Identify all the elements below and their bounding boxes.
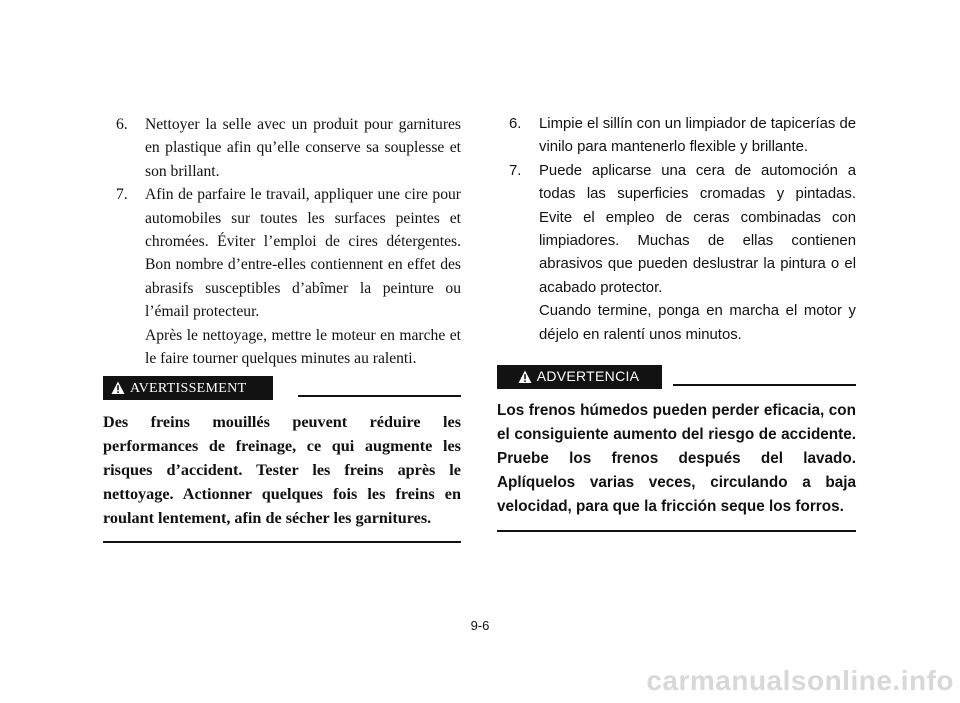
list-item-6 [497, 113, 856, 160]
warning-end-rule [103, 541, 461, 543]
page-number: 9-6 [470, 618, 490, 633]
spanish-column [497, 113, 856, 532]
warning-rule [673, 384, 856, 386]
warning-header [497, 365, 856, 389]
list-item-7 [497, 160, 856, 300]
warning-triangle-icon [111, 381, 125, 395]
warning-triangle-icon [518, 370, 532, 384]
warning-header [103, 376, 461, 400]
list-item-7 [103, 183, 461, 323]
warning-text: Los frenos húmedos pueden perder eficacia, con el consiguiente aumento del riesgo de accidente. Pruebe los frenos después del lavado. Aplíquelos varias veces, circulando a baja velocidad, para que la fricción seque los forros. [497, 402, 856, 516]
item-number: 7. [116, 186, 128, 204]
item-number: 6. [509, 116, 522, 132]
list-item-6 [103, 113, 461, 183]
warning-rule [298, 395, 461, 397]
warning-label-text: ADVERTENCIA [536, 368, 640, 385]
item-note: Cuando termine, ponga en marcha el motor y déjelo en ralentí unos minutos. [539, 303, 856, 343]
warning-end-rule [497, 530, 856, 532]
warning-label-text: AVERTISSEMENT [130, 380, 247, 396]
item-text: Nettoyer la selle avec un produit pour garnitures en plastique afin qu’elle conserve sa souplesse et son brillant. [145, 116, 461, 180]
french-column [103, 113, 461, 543]
warning-label [103, 376, 273, 400]
item-note: Après le nettoyage, mettre le moteur en marche et le faire tourner quelques minutes au ralenti. [145, 326, 461, 368]
item-number: 7. [509, 162, 522, 179]
item-text: Puede aplicarse una cera de automoción a todas las superficies cromadas y pintadas. Evite el empleo de ceras combinadas con limpiadores. Muchas de ellas contienen abrasivos que pueden deslustrar la pintura o el acabado protector. [539, 162, 856, 296]
watermark: carmanualsonline.info [646, 665, 954, 696]
warning-text: Des freins mouillés peuvent réduire les performances de freinage, ce qui augmente les risques d’accident. Tester les freins après le nettoyage. Actionner quelques fois les freins en roulant lentement, afin de sécher les garnitures. [103, 413, 461, 528]
warning-label [497, 365, 662, 389]
item-text: Limpie el sillín con un limpiador de tapicerías de vinilo para mantenerlo flexible y brillante. [539, 116, 857, 156]
item-text: Afin de parfaire le travail, appliquer une cire pour automobiles sur toutes les surfaces peintes et chromées. Éviter l’emploi de cires détergentes. Bon nombre d’entre-elles contiennent en effet des abrasifs susceptibles d’abîmer la peinture ou l’émail protecteur. [145, 186, 461, 321]
item-number: 6. [116, 116, 128, 133]
